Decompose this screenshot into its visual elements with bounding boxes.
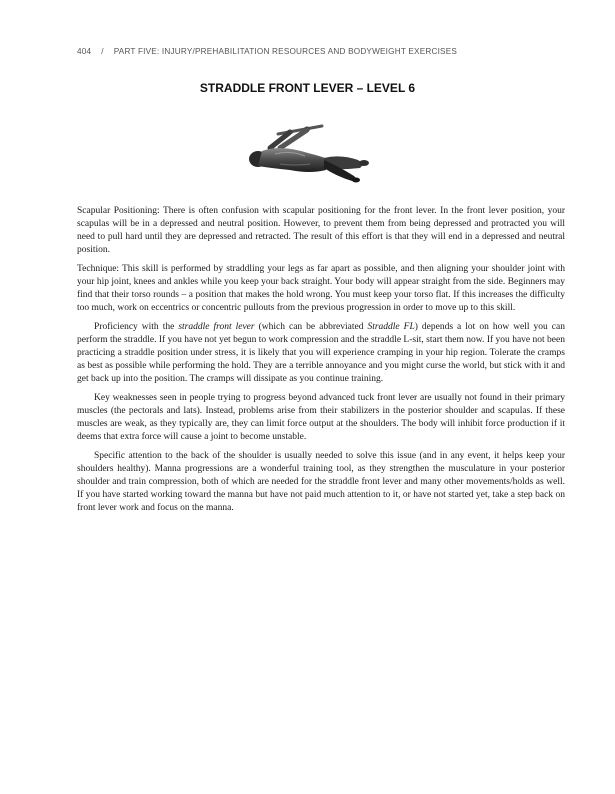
paragraph-text: (which can be abbreviated bbox=[254, 322, 368, 333]
paragraph-text: Proficiency with the bbox=[94, 322, 179, 333]
page-number: 404 bbox=[77, 47, 92, 56]
paragraph-text: ) depends a lot on how well you can perform the straddle. If you have not yet begun to work compression and the straddle L-sit, start them now. If you have not been practicing a straddle position under stress, it is likely that you will experience cramping in your hip region. Tolerate the cramps as best as possible while performing the hold. They are a terrible annoyance and you might curse the world, but stick with it and get back up into the position. The cramps will dissipate as you continue training. bbox=[77, 322, 565, 384]
paragraph-proficiency bbox=[77, 321, 565, 386]
body-text bbox=[77, 205, 565, 521]
header-separator: / bbox=[101, 47, 104, 56]
emphasis-text: straddle front lever bbox=[178, 322, 255, 333]
running-header bbox=[77, 47, 457, 56]
paragraph-technique: Technique: This skill is performed by straddling your legs as far apart as possible, and then aligning your shoulder joint with your hip joint, knees and ankles while you keep your back straight. Your body will appear straight from the side. Beginners may find that their torso rounds – a position that makes the hold wrong. You must keep your torso flat. If this increases the difficulty too much, work on eccentrics or concentric pullouts from the previous progression in order to move up to this skill. bbox=[77, 264, 565, 313]
running-title: PART FIVE: INJURY/PREHABILITATION RESOURCES AND BODYWEIGHT EXERCISES bbox=[113, 47, 458, 56]
figure-illustration bbox=[240, 118, 375, 186]
straddle-front-lever-figure-icon bbox=[240, 118, 375, 186]
paragraph-key-weaknesses: Key weaknesses seen in people trying to progress beyond advanced tuck front lever are usually not found in their primary muscles (the pectorals and lats). Instead, problems arise from their stabilizers in the posterior shoulder and scapulas. If these muscles are weak, as they typically are, they can limit force output at the shoulders. The body will inhibit force production if it deems that extra force will cause a joint to become unstable. bbox=[77, 393, 565, 442]
section-title: STRADDLE FRONT LEVER – LEVEL 6 bbox=[199, 81, 416, 95]
emphasis-text: Straddle FL bbox=[367, 322, 415, 333]
paragraph-specific-attention: Specific attention to the back of the shoulder is usually needed to solve this issue (and in any event, it helps keep your shoulders healthy). Manna progressions are a wonderful training tool, as they strengthen the musculature in your posterior shoulder and train compression, both of which are needed for the straddle front lever and many other movements/holds as well. If you have started working toward the manna but have not paid much attention to it, or have not started yet, take a step back on front lever work and focus on the manna. bbox=[77, 451, 565, 514]
paragraph-scapular-positioning: Scapular Positioning: There is often confusion with scapular positioning for the front lever. In the front lever position, your scapulas will be in a depressed and neutral position. However, to prevent them from being depressed and protracted you will need to pull hard until they are depressed and retracted. The result of this effort is that they will end in a depressed and neutral position. bbox=[77, 206, 565, 255]
